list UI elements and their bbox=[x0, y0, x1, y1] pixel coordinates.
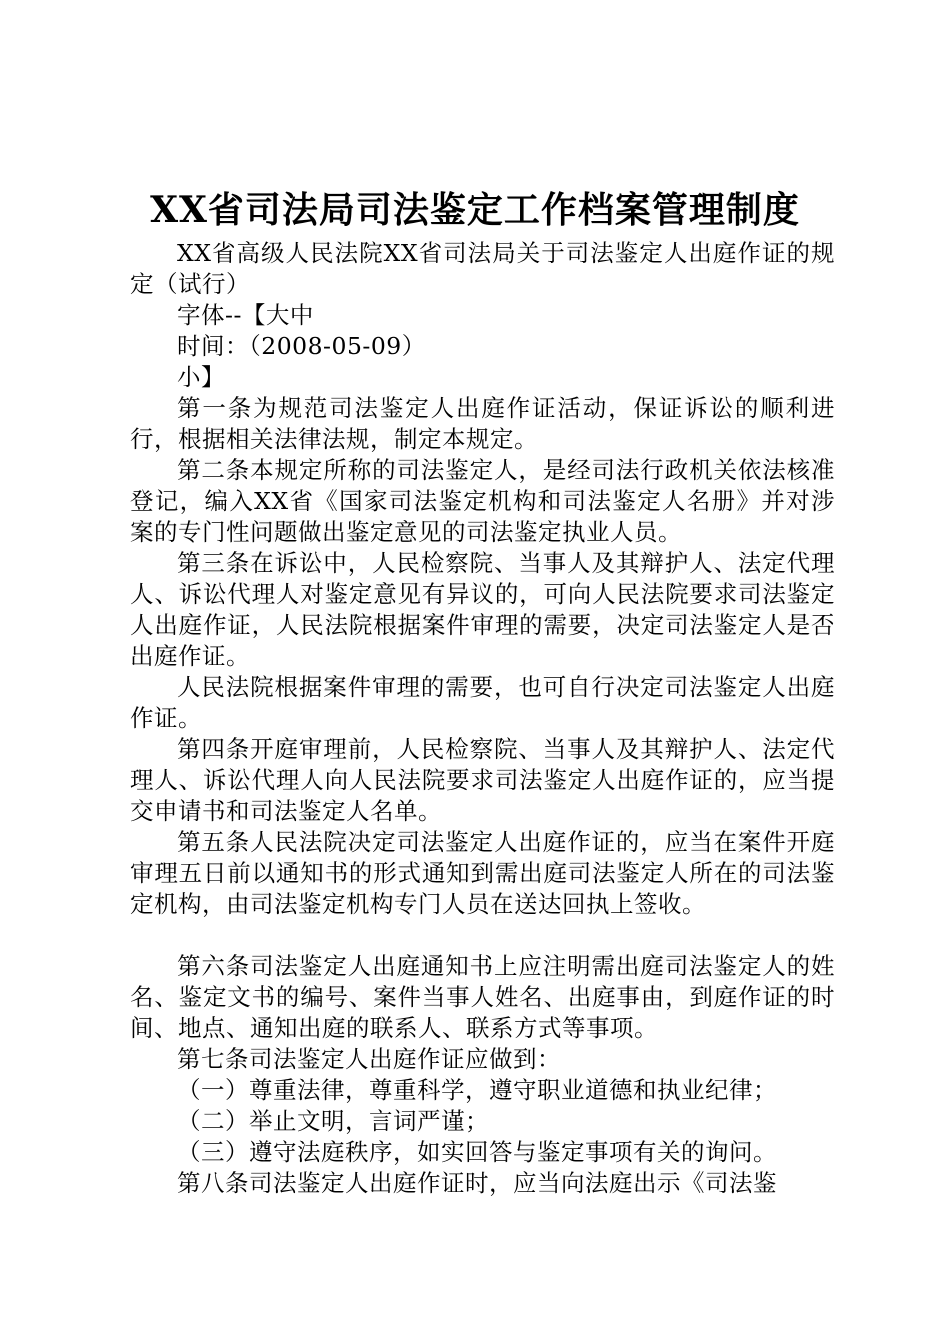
paragraph-article-3-cont: 人民法院根据案件审理的需要，也可自行决定司法鉴定人出庭作证。 bbox=[130, 673, 835, 732]
paragraph-article-1: 第一条为规范司法鉴定人出庭作证活动，保证诉讼的顺利进行，根据相关法律法规，制定本规定。 bbox=[130, 394, 835, 453]
paragraph-article-2: 第二条本规定所称的司法鉴定人，是经司法行政机关依法核准登记，编入XX省《国家司法鉴定机构和司法鉴定人名册》并对涉案的专门性问题做出鉴定意见的司法鉴定执业人员。 bbox=[130, 456, 835, 546]
paragraph-item-1: （一）尊重法律，尊重科学，遵守职业道德和执业纪律； bbox=[177, 1076, 777, 1104]
paragraph-article-7: 第七条司法鉴定人出庭作证应做到： bbox=[177, 1045, 561, 1073]
paragraph-item-2: （二）举止文明，言词严谨； bbox=[177, 1107, 489, 1135]
document-title: XX省司法局司法鉴定工作档案管理制度 bbox=[150, 189, 800, 231]
paragraph-date: 时间：（2008-05-09） bbox=[177, 332, 426, 360]
paragraph-article-4: 第四条开庭审理前，人民检察院、当事人及其辩护人、法定代理人、诉讼代理人向人民法院要求司法鉴定人出庭作证的，应当提交申请书和司法鉴定人名单。 bbox=[130, 735, 835, 825]
document-body bbox=[130, 238, 835, 1199]
paragraph-item-3: （三）遵守法庭秩序，如实回答与鉴定事项有关的询问。 bbox=[177, 1138, 777, 1166]
paragraph-article-3: 第三条在诉讼中，人民检察院、当事人及其辩护人、法定代理人、诉讼代理人对鉴定意见有异议的，可向人民法院要求司法鉴定人出庭作证，人民法院根据案件审理的需要，决定司法鉴定人是否出庭作证。 bbox=[130, 549, 835, 670]
paragraph-font-size-end: 小】 bbox=[177, 363, 225, 391]
paragraph-article-8: 第八条司法鉴定人出庭作证时，应当向法庭出示《司法鉴 bbox=[177, 1169, 777, 1197]
paragraph-article-6: 第六条司法鉴定人出庭通知书上应注明需出庭司法鉴定人的姓名、鉴定文书的编号、案件当事人姓名、出庭事由，到庭作证的时间、地点、通知出庭的联系人、联系方式等事项。 bbox=[130, 952, 835, 1042]
paragraph-article-5: 第五条人民法院决定司法鉴定人出庭作证的，应当在案件开庭审理五日前以通知书的形式通知到需出庭司法鉴定人所在的司法鉴定机构，由司法鉴定机构专门人员在送达回执上签收。 bbox=[130, 828, 835, 918]
paragraph-subtitle: XX省高级人民法院XX省司法局关于司法鉴定人出庭作证的规定（试行） bbox=[130, 239, 835, 298]
paragraph-font-size: 字体--【大中 bbox=[177, 301, 314, 329]
